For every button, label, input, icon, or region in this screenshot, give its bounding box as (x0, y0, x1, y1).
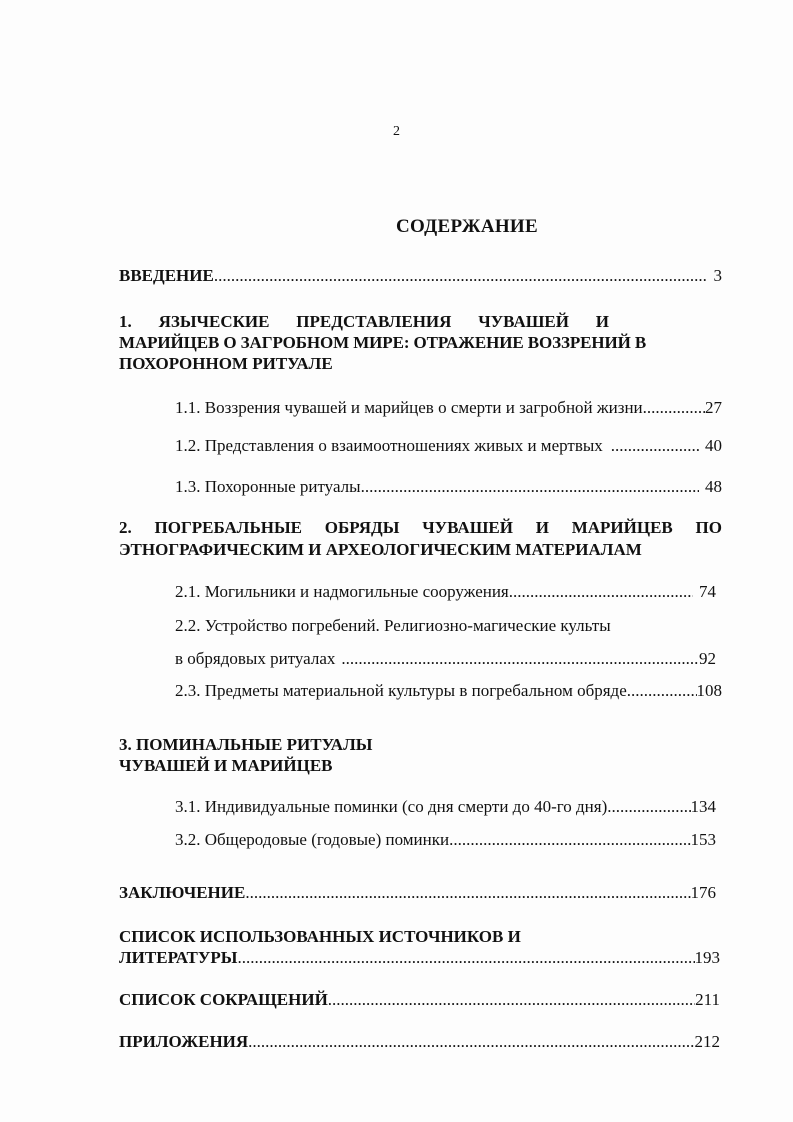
dot-leader (627, 679, 697, 703)
chapter-2-heading-line-2[interactable]: ЭТНОГРАФИЧЕСКИМ И АРХЕОЛОГИЧЕСКИМ МАТЕРИАЛАМ (119, 540, 642, 559)
toc-entry-label: ЗАКЛЮЧЕНИЕ (119, 883, 246, 902)
toc-entry-sources-line-2[interactable] (119, 946, 720, 970)
toc-entry-label: ВВЕДЕНИЕ (119, 266, 214, 285)
toc-entry-intro[interactable] (119, 264, 722, 288)
toc-entry-label: 1.3. Похоронные ритуалы (175, 477, 361, 496)
chapter-3-heading-line-2[interactable]: ЧУВАШЕЙ И МАРИЙЦЕВ (119, 756, 333, 775)
toc-entry-1-1[interactable] (175, 396, 722, 420)
toc-entry-page: 74 (699, 582, 716, 601)
dot-leader (328, 988, 695, 1012)
toc-entry-page: 193 (694, 948, 720, 967)
toc-entry-page: 212 (694, 1032, 720, 1051)
chapter-3-heading-line-1[interactable]: 3. ПОМИНАЛЬНЫЕ РИТУАЛЫ (119, 735, 373, 754)
dot-leader (214, 264, 708, 288)
toc-entry-label: СПИСОК СОКРАЩЕНИЙ (119, 990, 328, 1009)
toc-entry-label: 2.3. Предметы материальной культуры в погребальном обряде (175, 681, 627, 700)
toc-entry-label: 3.1. Индивидуальные поминки (со дня смерти до 40-го дня) (175, 797, 608, 816)
toc-entry-page: 3 (713, 266, 722, 285)
dot-leader (335, 647, 699, 671)
toc-entry-label: 2.1. Могильники и надмогильные сооружения (175, 582, 509, 601)
dot-leader (449, 828, 690, 852)
chapter-2-heading-line-1[interactable]: 2. ПОГРЕБАЛЬНЫЕ ОБРЯДЫ ЧУВАШЕЙ И МАРИЙЦЕВ ПО (119, 518, 722, 537)
toc-entry-label: ПРИЛОЖЕНИЯ (119, 1032, 249, 1051)
toc-entry-page: 108 (696, 681, 722, 700)
toc-entry-page: 153 (690, 830, 716, 849)
toc-entry-1-3[interactable] (175, 475, 722, 499)
toc-entry-page: 176 (690, 883, 716, 902)
dot-leader (248, 1030, 694, 1054)
dot-leader (607, 795, 690, 819)
toc-entry-2-1[interactable] (175, 580, 716, 604)
chapter-1-heading-line-2[interactable]: МАРИЙЦЕВ О ЗАГРОБНОМ МИРЕ: ОТРАЖЕНИЕ ВОЗЗРЕНИЙ В (119, 333, 647, 352)
dot-leader (509, 580, 693, 604)
toc-entry-conclusion[interactable] (119, 881, 716, 905)
toc-entry-page: 92 (699, 649, 716, 668)
toc-entry-2-2-line-2[interactable] (175, 647, 716, 671)
toc-entry-page: 27 (705, 398, 722, 417)
page-number: 2 (393, 124, 400, 139)
dot-leader (603, 434, 699, 458)
toc-entry-label: 1.2. Представления о взаимоотношениях живых и мертвых (175, 436, 603, 455)
toc-entry-label: ЛИТЕРАТУРЫ (119, 948, 238, 967)
toc-title: СОДЕРЖАНИЕ (396, 216, 538, 237)
chapter-1-heading-line-3[interactable]: ПОХОРОННОМ РИТУАЛЕ (119, 354, 333, 373)
toc-entry-page: 211 (695, 990, 720, 1009)
toc-entry-page: 48 (705, 477, 722, 496)
toc-entry-2-3[interactable] (175, 679, 722, 703)
toc-entry-3-2[interactable] (175, 828, 716, 852)
toc-entry-3-1[interactable] (175, 795, 716, 819)
toc-entry-label: в обрядовых ритуалах (175, 649, 336, 668)
dot-leader (245, 881, 690, 905)
toc-entry-page: 134 (690, 797, 716, 816)
toc-entry-label: 1.1. Воззрения чувашей и марийцев о смерти и загробной жизни (175, 398, 643, 417)
dot-leader (361, 475, 699, 499)
toc-entry-label: 3.2. Общеродовые (годовые) поминки (175, 830, 450, 849)
dot-leader (237, 946, 694, 970)
dot-leader (643, 396, 705, 420)
toc-entry-abbreviations[interactable] (119, 988, 720, 1012)
toc-entry-sources-line-1[interactable]: СПИСОК ИСПОЛЬЗОВАННЫХ ИСТОЧНИКОВ И (119, 927, 521, 946)
toc-entry-1-2[interactable] (175, 434, 722, 458)
toc-entry-appendices[interactable] (119, 1030, 720, 1054)
toc-entry-2-2-line-1[interactable]: 2.2. Устройство погребений. Религиозно-магические культы (175, 616, 611, 635)
chapter-1-heading-line-1[interactable]: 1. ЯЗЫЧЕСКИЕ ПРЕДСТАВЛЕНИЯ ЧУВАШЕЙ И (119, 312, 609, 331)
toc-entry-page: 40 (705, 436, 722, 455)
